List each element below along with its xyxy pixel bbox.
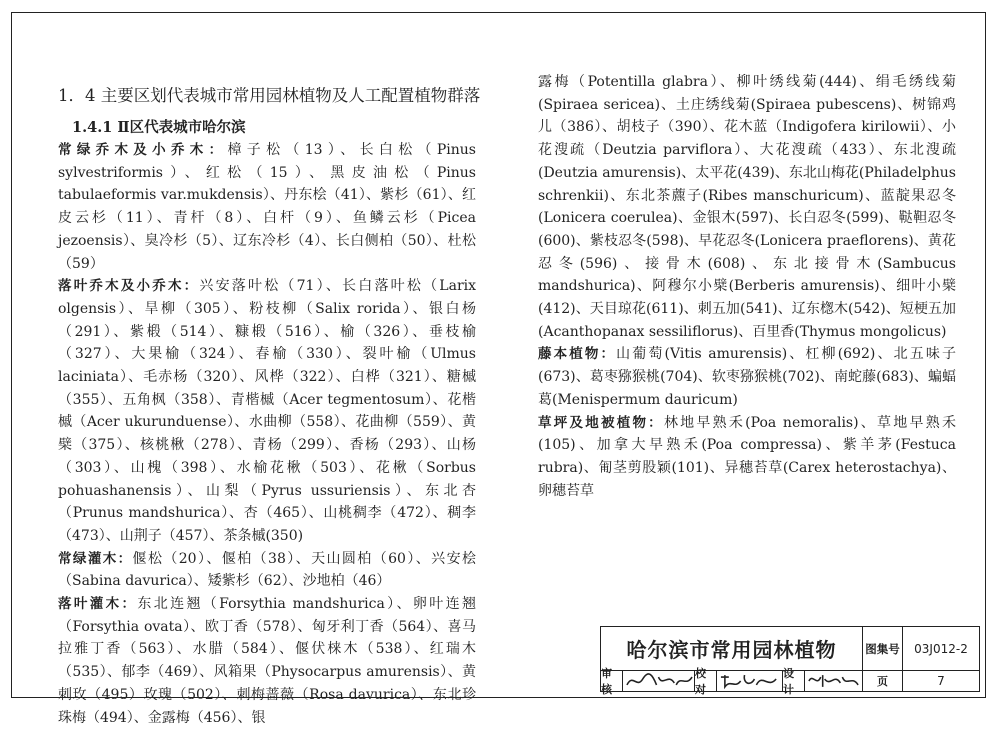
- right-column: [538, 71, 956, 502]
- design-label: 设计: [783, 671, 805, 691]
- paragraph-evergreen-shrubs: [58, 548, 476, 593]
- plant-list: 山葡萄(Vitis amurensis)、杠柳(692)、北五味子(673)、葛枣猕猴桃(704)、软枣猕猴桃(702)、南蛇藤(683)、蝙蝠葛(Menispermum dauricum): [538, 346, 956, 408]
- atlas-number-label: 图集号: [863, 627, 903, 671]
- category-label: 落叶灌木：: [58, 596, 138, 613]
- atlas-number: 03J012-2: [903, 627, 979, 671]
- page-label: 页: [863, 671, 903, 691]
- drawing-sheet-frame: [11, 12, 986, 726]
- section-heading: 1．4 主要区划代表城市常用园林植物及人工配置植物群落: [58, 86, 481, 105]
- paragraph-evergreen-trees: [58, 139, 476, 275]
- plant-list: 樟子松（13）、长白松（Pinus sylvestriformis）、红松（15）、黑皮油松（Pinus tabulaeformis var.mukdensis）、丹东桧（41）、紫杉（61）、红皮云杉（11）、青杆（8）、白杆（9）、鱼鳞云杉（Picea jezoensis）、臭冷杉（5）、辽东冷杉（4）、长白侧柏（50）、杜松（59）: [58, 142, 476, 272]
- category-label: 草坪及地被植物：: [538, 414, 664, 431]
- paragraph-shrubs-continued: [538, 71, 956, 343]
- checker-signature: [717, 671, 783, 691]
- subsection-heading: 1.4.1 Ⅱ区代表城市哈尔滨: [72, 119, 246, 136]
- category-label: 落叶乔木及小乔木：: [58, 278, 200, 295]
- category-label: 常绿灌木：: [58, 550, 133, 567]
- left-column: [58, 13, 481, 729]
- plant-list: 兴安落叶松（71）、长白落叶松（Larix olgensis）、旱柳（305）、粉枝柳（Salix rorida）、银白杨（291）、紫椴（514）、糠椴（516）、榆（326）、垂枝榆（327）、大果榆（324）、春榆（330）、裂叶榆（Ulmus laciniata）、毛赤杨（320）、风桦（322）、白桦（321）、糖槭（355）、五角枫（358）、青楷槭（Acer tegmentosum）、花楷槭（Acer ukurunduense）、水曲柳（558）、花曲柳（559）、黄檗（375）、核桃楸（278）、青杨（299）、香杨（293）、山杨（303）、山槐（398）、水榆花楸（503）、花楸（Sorbus pohuashanensis）、山梨（Pyrus ussuriensis）、东北杏（Prunus mandshurica）、杏（465）、山桃稠李（472）、稠李（473）、山荆子（457）、茶条槭(350): [58, 278, 477, 544]
- plant-list: 林地早熟禾(Poa nemoralis)、草地早熟禾(105)、加拿大早熟禾(Poa compressa)、紫羊茅(Festuca rubra)、匍茎剪股颖(101)、异穗苔草(Carex heterostachya)、卵穗苔草: [538, 414, 957, 499]
- review-label: 审核: [601, 671, 623, 691]
- category-label: 常绿乔木及小乔木：: [58, 142, 228, 158]
- designer-signature: [805, 671, 863, 691]
- plant-list: 偃松（20）、偃柏（38）、天山圆柏（60）、兴安桧（Sabina davurica）、矮紫杉（62）、沙地柏（46）: [58, 550, 476, 590]
- plant-list: 东北连翘（Forsythia mandshurica）、卵叶连翘（Forsythia ovata）、欧丁香（578）、匈牙利丁香（564）、喜马拉雅丁香（563）、水腊（584）、偃伏梾木（538）、红瑞木（535）、郁李（469）、风箱果（Physocarpus amurensis）、黄刺玫（495）玫瑰（502）、刺梅蔷薇（Rosa davurica）、东北珍珠梅（494）、金露梅（456）、银: [58, 596, 476, 726]
- reviewer-signature: [623, 671, 695, 691]
- plant-list: 露梅（Potentilla glabra）、柳叶绣线菊(444)、绢毛绣线菊(Spiraea sericea)、土庄绣线菊(Spiraea pubescens)、树锦鸡儿（386）、胡枝子（390）、花木蓝（Indigofera kirilowii）、小花溲疏（Deutzia parviflora）、大花溲疏（433）、东北溲疏(Deutzia amurensis)、太平花(439)、东北山梅花(Philadelphus schrenkii)、东北茶藨子(Ribes manschuricum)、蓝靛果忍冬(Lonicera coerulea)、金银木(597)、长白忍冬(599)、鞑靼忍冬(600)、紫枝忍冬(598)、早花忍冬(Lonicera praeflorens)、黄花忍冬(596)、接骨木(608)、东北接骨木(Sambucus mandshurica)、阿穆尔小檗(Berberis amurensis)、细叶小檗(412)、天目琼花(611)、刺五加(541)、辽东楤木(542)、短梗五加(Acanthopanax sessiliflorus)、百里香(Thymus mongolicus): [538, 74, 956, 340]
- drawing-title: 哈尔滨市常用园林植物: [601, 627, 863, 671]
- paragraph-deciduous-trees: [58, 275, 476, 547]
- page-number: 7: [937, 674, 945, 688]
- paragraph-vines: [538, 343, 956, 411]
- title-block: [600, 626, 980, 696]
- category-label: 藤本植物：: [538, 346, 617, 363]
- check-label: 校对: [695, 671, 717, 691]
- paragraph-lawn-groundcover: [538, 412, 956, 503]
